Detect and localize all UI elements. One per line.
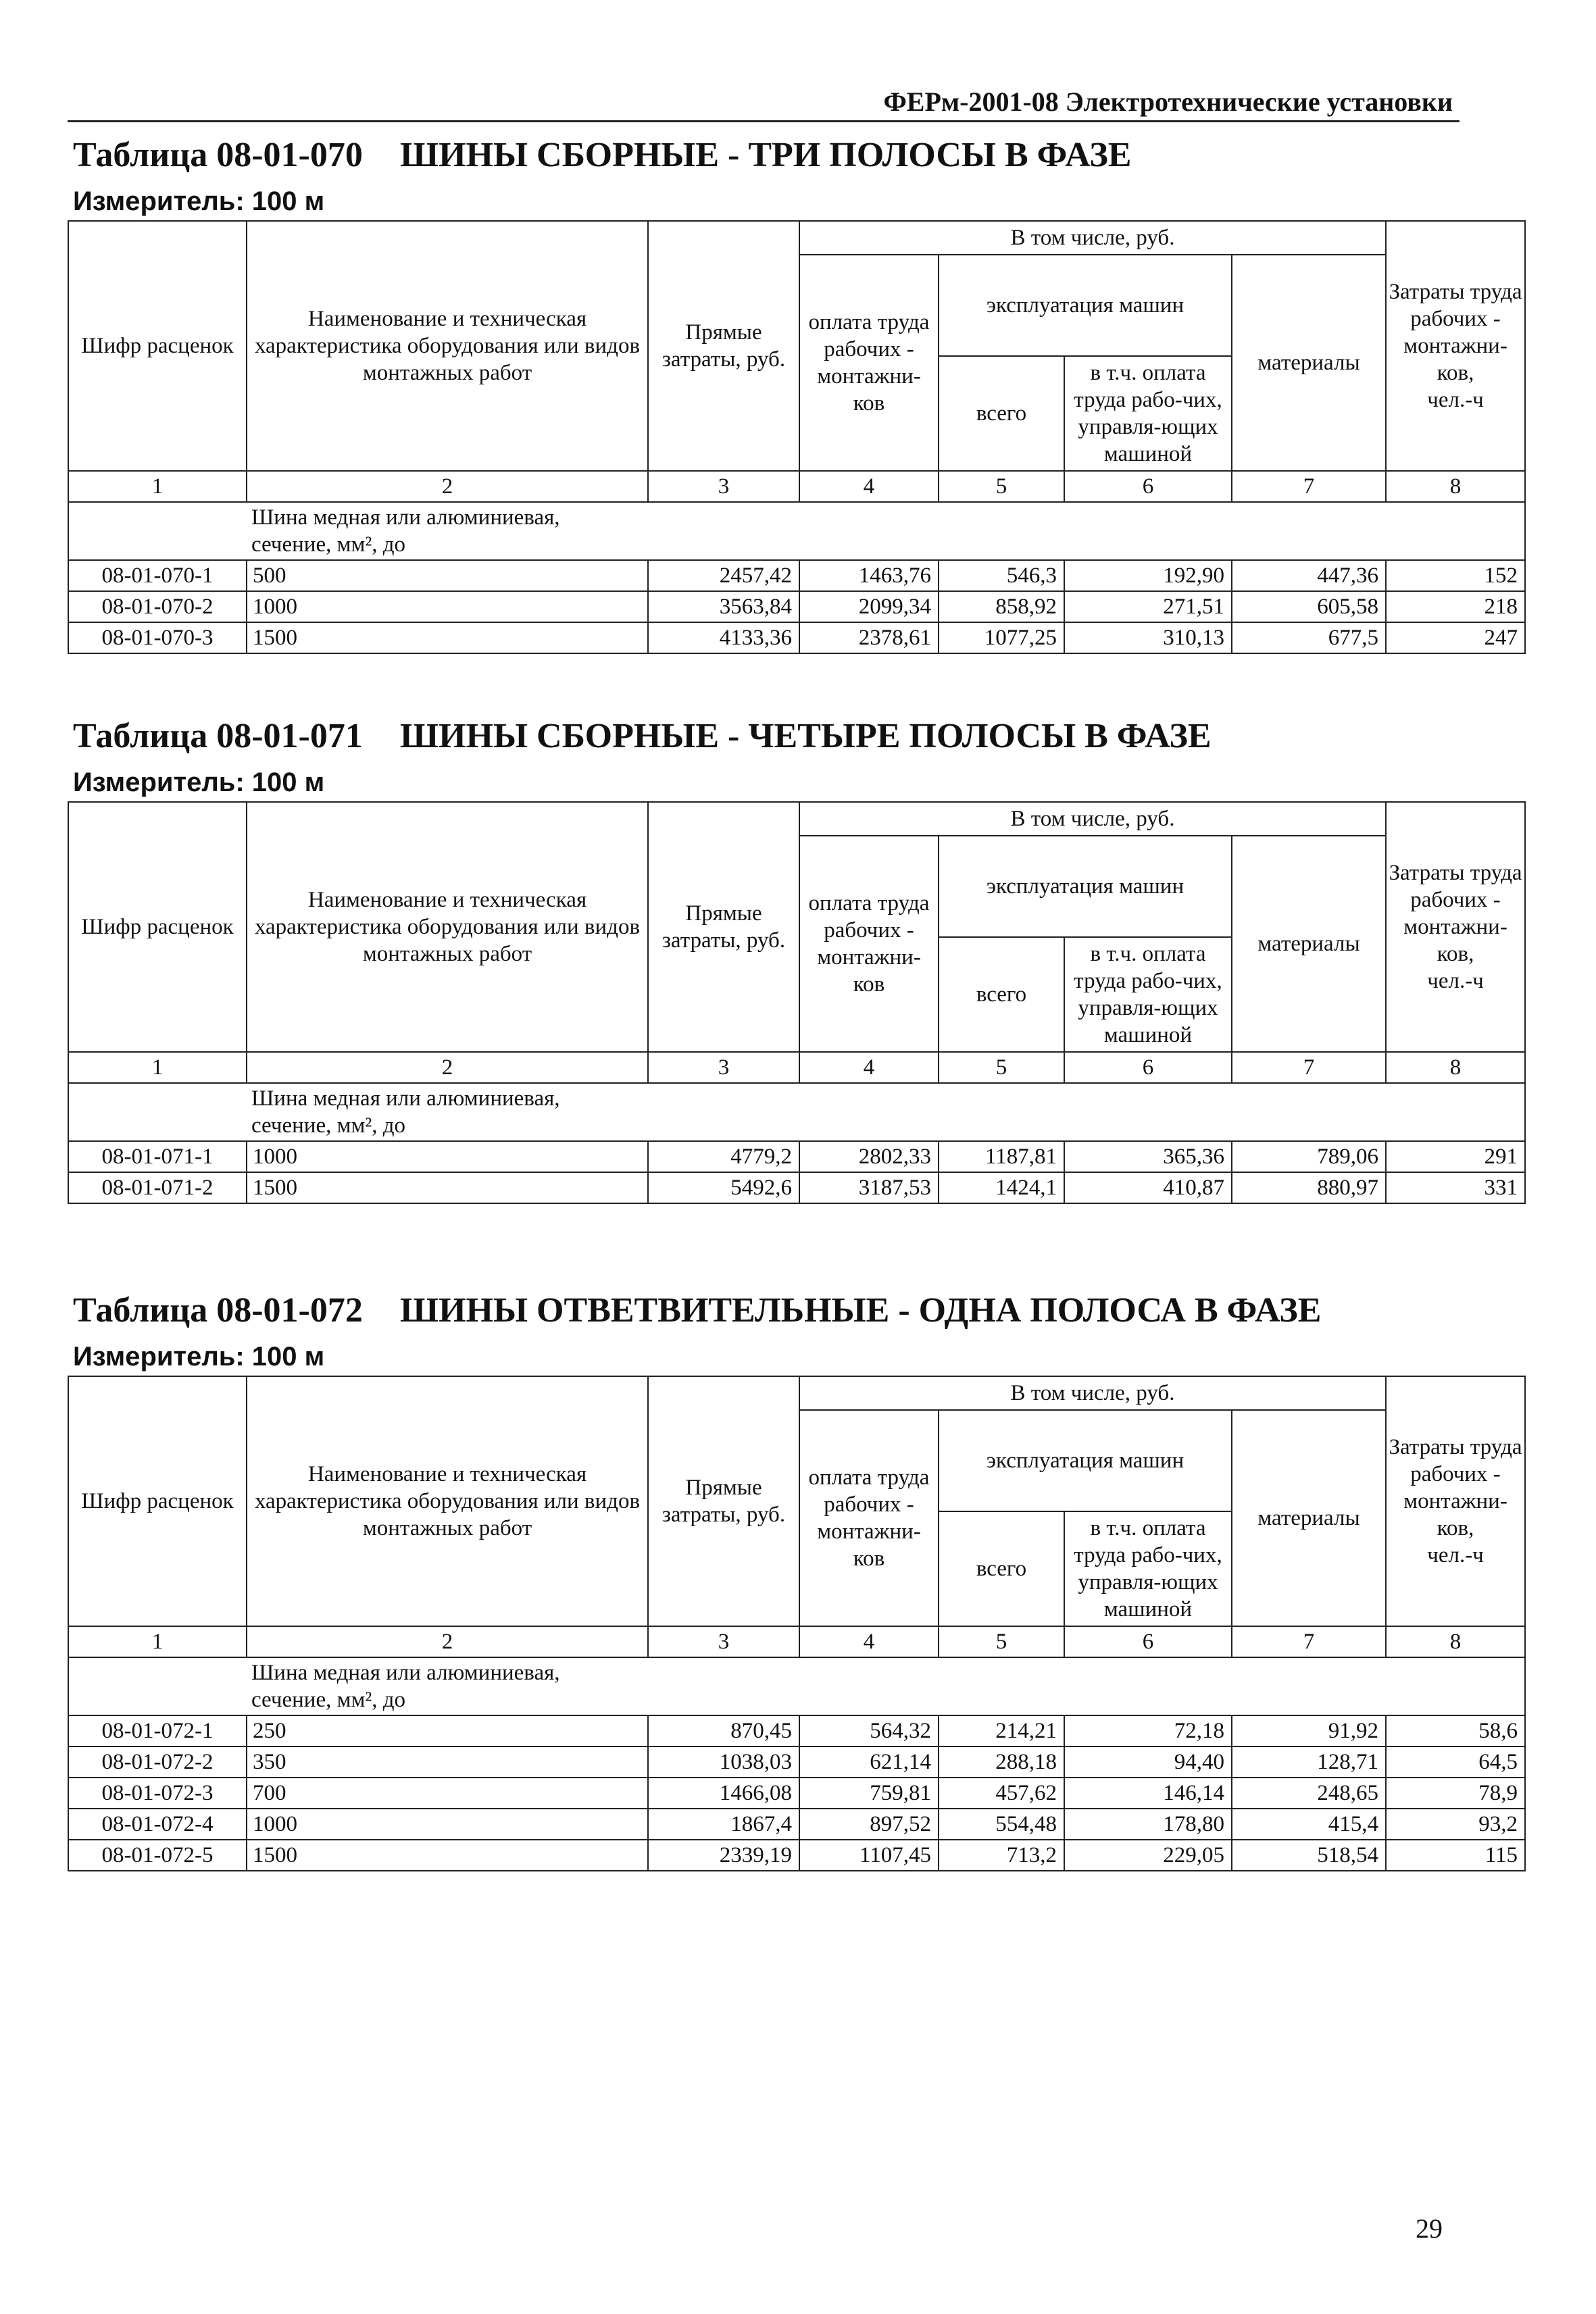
table-name: ШИНЫ СБОРНЫЕ - ТРИ ПОЛОСЫ В ФАЗЕ — [400, 136, 1132, 174]
column-number: 5 — [939, 1626, 1064, 1657]
header-labor-cost-text: Затраты труда рабочих - монтажни-ков, — [1389, 1435, 1522, 1540]
column-number: 2 — [247, 1052, 648, 1083]
table-cell: 2802,33 — [799, 1141, 939, 1172]
rate-table — [68, 801, 1526, 1204]
table-cell: 08-01-070-3 — [68, 622, 247, 653]
table-cell: 229,05 — [1064, 1840, 1232, 1871]
header-materials: материалы — [1232, 836, 1386, 1052]
measurement-unit: Измеритель: 100 м — [73, 1342, 325, 1372]
header-materials: материалы — [1232, 255, 1386, 471]
table-cell: 250 — [247, 1715, 648, 1746]
column-number: 3 — [648, 471, 799, 502]
table-cell: 152 — [1386, 560, 1525, 591]
table-cell: 759,81 — [799, 1778, 939, 1809]
table-cell: 08-01-072-5 — [68, 1840, 247, 1871]
table-cell: 128,71 — [1232, 1746, 1386, 1778]
measurement-unit: Измеритель: 100 м — [73, 186, 325, 216]
table-cell: 72,18 — [1064, 1715, 1232, 1746]
column-number: 7 — [1232, 1626, 1386, 1657]
table-cell: 291 — [1386, 1141, 1525, 1172]
table-cell: 2339,19 — [648, 1840, 799, 1871]
table-cell: 4133,36 — [648, 622, 799, 653]
table-row — [68, 1840, 1525, 1871]
table-cell: 870,45 — [648, 1715, 799, 1746]
table-cell: 1000 — [247, 591, 648, 622]
rate-table — [68, 220, 1526, 654]
table-cell: 1000 — [247, 1809, 648, 1840]
rate-table-section — [68, 135, 1534, 654]
group-description-line: сечение, мм², до — [251, 1113, 406, 1138]
header-including: В том числе, руб. — [799, 802, 1386, 836]
table-cell: 94,40 — [1064, 1746, 1232, 1778]
header-machines: эксплуатация машин — [939, 836, 1232, 937]
column-number: 5 — [939, 471, 1064, 502]
table-name: ШИНЫ СБОРНЫЕ - ЧЕТЫРЕ ПОЛОСЫ В ФАЗЕ — [400, 717, 1212, 755]
header-labor-cost-unit: чел.-ч — [1427, 1543, 1484, 1567]
group-description-line: Шина медная или алюминиевая, — [251, 505, 560, 530]
measurement-unit: Измеритель: 100 м — [73, 768, 325, 797]
table-cell: 08-01-072-4 — [68, 1809, 247, 1840]
table-cell: 146,14 — [1064, 1778, 1232, 1809]
group-description — [68, 502, 1525, 560]
column-number: 1 — [68, 1626, 247, 1657]
table-cell: 605,58 — [1232, 591, 1386, 622]
table-cell: 1463,76 — [799, 560, 939, 591]
header-row — [68, 221, 1525, 255]
table-cell: 621,14 — [799, 1746, 939, 1778]
header-machines-pay: в т.ч. оплата труда рабо-чих, управля-ющих машиной — [1064, 937, 1232, 1052]
table-cell: 457,62 — [939, 1778, 1064, 1809]
table-cell: 331 — [1386, 1172, 1525, 1203]
header-code: Шифр расценок — [68, 802, 247, 1052]
group-description — [68, 1083, 1525, 1141]
header-labor-cost-unit: чел.-ч — [1427, 969, 1484, 993]
table-row — [68, 1746, 1525, 1778]
table-title — [68, 716, 1534, 763]
table-cell: 677,5 — [1232, 622, 1386, 653]
header-labor-pay: оплата труда рабочих - монтажни-ков — [799, 836, 939, 1052]
table-cell: 08-01-070-2 — [68, 591, 247, 622]
table-number: Таблица 08-01-071 — [73, 717, 363, 755]
table-cell: 1107,45 — [799, 1840, 939, 1871]
group-description-line: Шина медная или алюминиевая, — [251, 1661, 560, 1685]
table-cell: 58,6 — [1386, 1715, 1525, 1746]
header-labor-cost — [1386, 221, 1525, 471]
group-row — [68, 1083, 1525, 1141]
table-cell: 5492,6 — [648, 1172, 799, 1203]
column-number-row — [68, 1052, 1525, 1083]
column-number: 4 — [799, 1626, 939, 1657]
table-cell: 1187,81 — [939, 1141, 1064, 1172]
column-number: 3 — [648, 1626, 799, 1657]
table-row — [68, 591, 1525, 622]
column-number: 8 — [1386, 1626, 1525, 1657]
column-number: 6 — [1064, 1626, 1232, 1657]
table-cell: 247 — [1386, 622, 1525, 653]
table-row — [68, 1778, 1525, 1809]
table-cell: 4779,2 — [648, 1141, 799, 1172]
rate-table-section — [68, 1290, 1534, 1871]
table-cell: 08-01-072-2 — [68, 1746, 247, 1778]
page-number: 29 — [1416, 2213, 1443, 2244]
table-cell: 897,52 — [799, 1809, 939, 1840]
table-cell: 288,18 — [939, 1746, 1064, 1778]
table-cell: 08-01-072-1 — [68, 1715, 247, 1746]
column-number: 4 — [799, 1052, 939, 1083]
table-cell: 2457,42 — [648, 560, 799, 591]
table-title — [68, 135, 1534, 182]
table-cell: 91,92 — [1232, 1715, 1386, 1746]
table-row — [68, 1715, 1525, 1746]
table-cell: 08-01-071-1 — [68, 1141, 247, 1172]
table-cell: 08-01-072-3 — [68, 1778, 247, 1809]
column-number: 2 — [247, 471, 648, 502]
header-materials: материалы — [1232, 1410, 1386, 1626]
table-cell: 214,21 — [939, 1715, 1064, 1746]
running-header-title: ФЕРм-2001-08 Электротехнические установки — [883, 86, 1453, 117]
header-code: Шифр расценок — [68, 221, 247, 471]
table-cell: 93,2 — [1386, 1809, 1525, 1840]
table-cell: 64,5 — [1386, 1746, 1525, 1778]
rate-table — [68, 1376, 1526, 1871]
table-cell: 3563,84 — [648, 591, 799, 622]
header-direct-costs: Прямые затраты, руб. — [648, 221, 799, 471]
column-number: 4 — [799, 471, 939, 502]
table-row — [68, 622, 1525, 653]
column-number: 8 — [1386, 1052, 1525, 1083]
column-number: 1 — [68, 471, 247, 502]
table-cell: 271,51 — [1064, 591, 1232, 622]
table-cell: 3187,53 — [799, 1172, 939, 1203]
table-cell: 78,9 — [1386, 1778, 1525, 1809]
table-cell: 310,13 — [1064, 622, 1232, 653]
header-name: Наименование и техническая характеристика оборудования или видов монтажных работ — [247, 221, 648, 471]
header-machines-total: всего — [939, 1511, 1064, 1626]
header-labor-cost — [1386, 1376, 1525, 1626]
group-row — [68, 502, 1525, 560]
header-labor-cost-text: Затраты труда рабочих - монтажни-ков, — [1389, 861, 1522, 966]
header-name: Наименование и техническая характеристика оборудования или видов монтажных работ — [247, 1376, 648, 1626]
table-cell: 1000 — [247, 1141, 648, 1172]
table-cell: 08-01-070-1 — [68, 560, 247, 591]
group-description-line: сечение, мм², до — [251, 1688, 406, 1712]
column-number: 8 — [1386, 471, 1525, 502]
column-number: 1 — [68, 1052, 247, 1083]
table-cell: 365,36 — [1064, 1141, 1232, 1172]
column-number-row — [68, 1626, 1525, 1657]
table-cell: 700 — [247, 1778, 648, 1809]
column-number: 6 — [1064, 471, 1232, 502]
table-cell: 2378,61 — [799, 622, 939, 653]
table-cell: 518,54 — [1232, 1840, 1386, 1871]
header-labor-cost — [1386, 802, 1525, 1052]
header-machines: эксплуатация машин — [939, 255, 1232, 356]
table-cell: 564,32 — [799, 1715, 939, 1746]
table-name: ШИНЫ ОТВЕТВИТЕЛЬНЫЕ - ОДНА ПОЛОСА В ФАЗЕ — [400, 1291, 1322, 1330]
header-row — [68, 1376, 1525, 1410]
table-cell: 1038,03 — [648, 1746, 799, 1778]
column-number: 6 — [1064, 1052, 1232, 1083]
rate-table-section — [68, 716, 1534, 1204]
table-cell: 218 — [1386, 591, 1525, 622]
header-machines: эксплуатация машин — [939, 1410, 1232, 1511]
group-description-line: сечение, мм², до — [251, 532, 406, 557]
table-cell: 554,48 — [939, 1809, 1064, 1840]
running-header — [68, 81, 1460, 122]
group-description — [68, 1657, 1525, 1715]
table-cell: 1424,1 — [939, 1172, 1064, 1203]
header-labor-cost-text: Затраты труда рабочих - монтажни-ков, — [1389, 280, 1522, 385]
header-machines-total: всего — [939, 356, 1064, 471]
header-labor-pay: оплата труда рабочих - монтажни-ков — [799, 1410, 939, 1626]
table-cell: 447,36 — [1232, 560, 1386, 591]
table-cell: 1500 — [247, 1172, 648, 1203]
group-row — [68, 1657, 1525, 1715]
column-number: 5 — [939, 1052, 1064, 1083]
column-number-row — [68, 471, 1525, 502]
header-machines-pay: в т.ч. оплата труда рабо-чих, управля-ющих машиной — [1064, 1511, 1232, 1626]
table-cell: 115 — [1386, 1840, 1525, 1871]
table-cell: 1500 — [247, 622, 648, 653]
table-cell: 500 — [247, 560, 648, 591]
table-cell: 08-01-071-2 — [68, 1172, 247, 1203]
header-name: Наименование и техническая характеристика оборудования или видов монтажных работ — [247, 802, 648, 1052]
table-cell: 1077,25 — [939, 622, 1064, 653]
table-cell: 1500 — [247, 1840, 648, 1871]
header-including: В том числе, руб. — [799, 1376, 1386, 1410]
column-number: 2 — [247, 1626, 648, 1657]
header-machines-total: всего — [939, 937, 1064, 1052]
table-cell: 1867,4 — [648, 1809, 799, 1840]
table-cell: 192,90 — [1064, 560, 1232, 591]
table-number: Таблица 08-01-072 — [73, 1291, 363, 1330]
column-number: 7 — [1232, 1052, 1386, 1083]
header-direct-costs: Прямые затраты, руб. — [648, 1376, 799, 1626]
table-cell: 410,87 — [1064, 1172, 1232, 1203]
table-cell: 248,65 — [1232, 1778, 1386, 1809]
table-cell: 789,06 — [1232, 1141, 1386, 1172]
table-cell: 713,2 — [939, 1840, 1064, 1871]
table-cell: 415,4 — [1232, 1809, 1386, 1840]
table-cell: 2099,34 — [799, 591, 939, 622]
group-description-line: Шина медная или алюминиевая, — [251, 1086, 560, 1111]
table-cell: 1466,08 — [648, 1778, 799, 1809]
header-labor-pay: оплата труда рабочих - монтажни-ков — [799, 255, 939, 471]
table-cell: 178,80 — [1064, 1809, 1232, 1840]
table-cell: 350 — [247, 1746, 648, 1778]
table-row — [68, 1172, 1525, 1203]
header-row — [68, 802, 1525, 836]
table-cell: 546,3 — [939, 560, 1064, 591]
table-cell: 880,97 — [1232, 1172, 1386, 1203]
header-machines-pay: в т.ч. оплата труда рабо-чих, управля-ющих машиной — [1064, 356, 1232, 471]
column-number: 7 — [1232, 471, 1386, 502]
table-cell: 858,92 — [939, 591, 1064, 622]
header-direct-costs: Прямые затраты, руб. — [648, 802, 799, 1052]
table-title — [68, 1290, 1534, 1338]
table-row — [68, 1141, 1525, 1172]
header-labor-cost-unit: чел.-ч — [1427, 388, 1484, 412]
column-number: 3 — [648, 1052, 799, 1083]
header-including: В том числе, руб. — [799, 221, 1386, 255]
table-row — [68, 1809, 1525, 1840]
header-code: Шифр расценок — [68, 1376, 247, 1626]
table-number: Таблица 08-01-070 — [73, 136, 363, 174]
table-row — [68, 560, 1525, 591]
